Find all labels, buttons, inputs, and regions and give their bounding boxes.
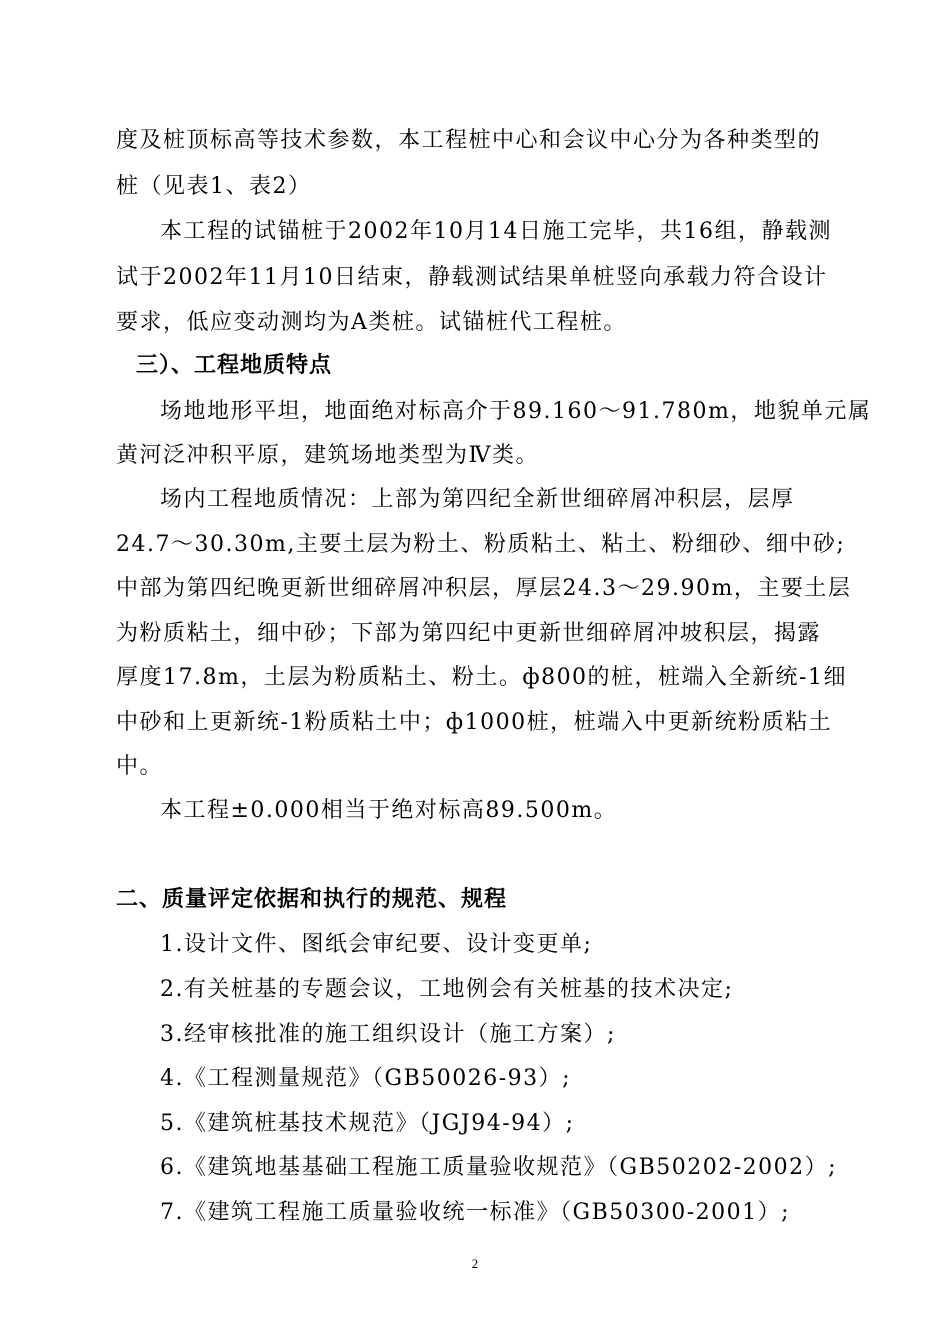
- list-item: 1.设计文件、图纸会审纪要、设计变更单;: [160, 932, 593, 957]
- list-item: 3.经审核批准的施工组织设计（施工方案）;: [160, 1022, 616, 1047]
- paragraph-line: 中部为第四纪晚更新世细碎屑冲积层，厚层24.3～29.90m，主要土层: [116, 576, 852, 601]
- list-item: 5.《建筑桩基技术规范》（JGJ94-94）;: [160, 1111, 575, 1136]
- page-number: 2: [471, 1256, 479, 1271]
- paragraph-line: 中砂和上更新统-1粉质粘土中；ф1000桩，桩端入中更新统粉质粘土: [116, 710, 833, 735]
- paragraph-line: 本工程的试锚桩于2002年10月14日施工完毕，共16组，静载测: [160, 219, 832, 244]
- list-item: 6.《建筑地基基础工程施工质量验收规范》（GB50202-2002）;: [160, 1155, 838, 1180]
- paragraph-line: 桩（见表1、表2）: [116, 174, 312, 199]
- list-item: 4.《工程测量规范》（GB50026-93）;: [160, 1066, 572, 1091]
- section-heading: 三）、工程地质特点: [136, 353, 333, 378]
- list-item: 2.有关桩基的专题会议，工地例会有关桩基的技术决定;: [160, 977, 734, 1002]
- paragraph-line: 度及桩顶标高等技术参数，本工程桩中心和会议中心分为各种类型的: [116, 128, 822, 153]
- paragraph-line: 24.7～30.30m,主要土层为粉土、粉质粘土、粘土、粉细砂、细中砂;: [116, 532, 846, 557]
- paragraph-line: 场内工程地质情况：上部为第四纪全新世细碎屑冲积层，层厚: [160, 487, 795, 512]
- paragraph-line: 为粉质粘土，细中砂；下部为第四纪中更新世细碎屑冲坡积层，揭露: [116, 621, 822, 646]
- paragraph-line: 本工程±0.000相当于绝对标高89.500m。: [160, 798, 618, 823]
- paragraph-line: 厚度17.8m，土层为粉质粘土、粉土。ф800的桩，桩端入全新统-1细: [116, 665, 847, 690]
- paragraph-line: 场地地形平坦，地面绝对标高介于89.160～91.780m，地貌单元属: [160, 399, 872, 424]
- section-heading: 二、质量评定依据和执行的规范、规程: [116, 887, 508, 912]
- paragraph-line: 中。: [116, 754, 164, 779]
- paragraph-line: 试于2002年11月10日结束，静载测试结果单桩竖向承载力符合设计: [116, 265, 828, 290]
- paragraph-line: 要求，低应变动测均为A类桩。试锚桩代工程桩。: [116, 310, 627, 335]
- paragraph-line: 黄河泛冲积平原，建筑场地类型为Ⅳ类。: [116, 443, 539, 468]
- list-item: 7.《建筑工程施工质量验收统一标准》（GB50300-2001）;: [160, 1200, 791, 1225]
